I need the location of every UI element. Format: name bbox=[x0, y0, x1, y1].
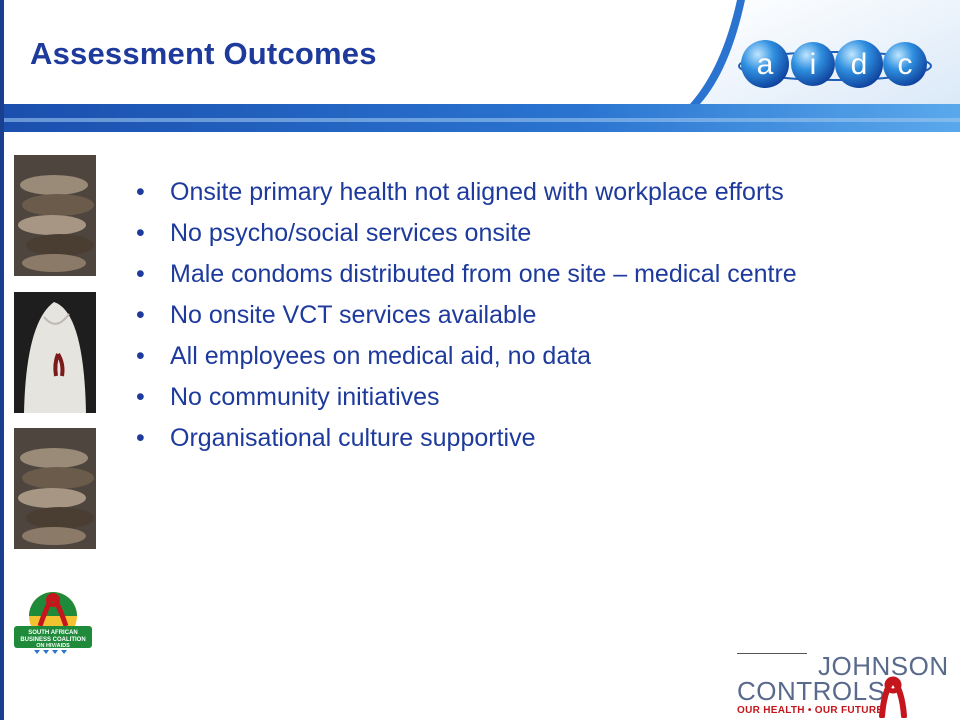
johnson-controls-line1: JOHNSON bbox=[818, 651, 949, 681]
sabcoha-line3: ON HIV/AIDS bbox=[36, 643, 70, 649]
bullet-text: Male condoms distributed from one site – medical centre bbox=[170, 260, 797, 288]
photo-stacked-hands-1 bbox=[14, 155, 96, 276]
bullet-item bbox=[136, 258, 866, 290]
red-ribbon-icon bbox=[876, 676, 910, 720]
bullet-text: No onsite VCT services available bbox=[170, 301, 537, 329]
bullet-dot-icon: • bbox=[136, 342, 145, 370]
left-border bbox=[0, 0, 4, 720]
aidc-letter-i: i bbox=[809, 48, 817, 81]
aidc-letter-d: d bbox=[850, 48, 868, 81]
johnson-controls-tagline: OUR HEALTH • OUR FUTURE bbox=[737, 705, 884, 716]
bullet-dot-icon: • bbox=[136, 383, 145, 411]
bullet-item bbox=[136, 176, 866, 208]
sabcoha-line1: SOUTH AFRICAN bbox=[28, 630, 78, 636]
bullet-item bbox=[136, 217, 896, 249]
slide-title: Assessment Outcomes bbox=[30, 36, 377, 71]
bullet-item bbox=[136, 299, 896, 331]
bullet-dot-icon: • bbox=[136, 219, 145, 247]
bullet-dot-icon: • bbox=[136, 178, 145, 206]
aidc-logo bbox=[735, 28, 935, 98]
johnson-controls-line2: CONTROLS bbox=[737, 676, 886, 706]
bullet-dot-icon: • bbox=[136, 301, 145, 329]
bullet-dot-icon: • bbox=[136, 424, 145, 452]
bullet-text: Organisational culture supportive bbox=[170, 424, 536, 452]
bullet-item bbox=[136, 422, 896, 454]
bullet-text: All employees on medical aid, no data bbox=[170, 342, 592, 370]
bullet-item bbox=[136, 381, 896, 413]
bullet-dot-icon: • bbox=[136, 260, 145, 288]
bullet-text: No psycho/social services onsite bbox=[170, 219, 532, 247]
aidc-letter-a: a bbox=[756, 48, 774, 81]
aidc-letter-c: c bbox=[897, 48, 913, 81]
sabcoha-line2: BUSINESS COALITION bbox=[20, 637, 86, 643]
johnson-controls-rule bbox=[737, 653, 807, 654]
photo-stacked-hands-2 bbox=[14, 428, 96, 549]
bullet-item bbox=[136, 340, 896, 372]
sabcoha-logo bbox=[10, 586, 96, 656]
bullet-list bbox=[136, 176, 896, 463]
bullet-text: No community initiatives bbox=[170, 383, 440, 411]
bullet-text: Onsite primary health not aligned with workplace efforts bbox=[170, 178, 784, 206]
photo-red-ribbon-shirt bbox=[14, 292, 96, 413]
